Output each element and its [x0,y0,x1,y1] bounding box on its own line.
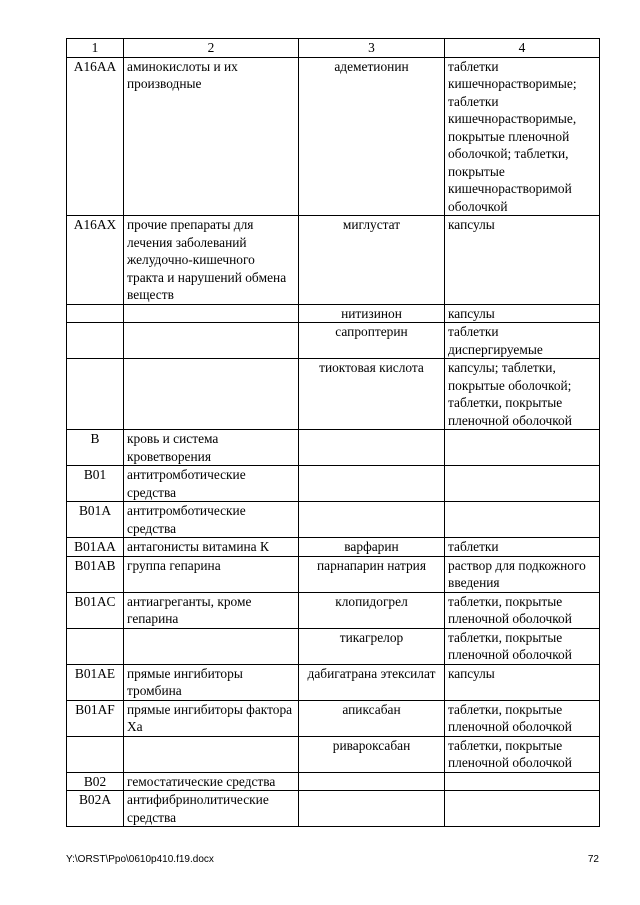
form-cell: таблетки, покрытые пленочной оболочкой [445,628,600,664]
inn-cell: нитизинон [299,304,445,323]
group-cell: антагонисты витамина К [124,538,299,557]
group-cell: антитромботические средства [124,502,299,538]
inn-cell: варфарин [299,538,445,557]
group-cell [124,304,299,323]
group-cell [124,323,299,359]
table-row [67,736,600,772]
inn-cell: миглустат [299,216,445,305]
form-cell: капсулы [445,304,600,323]
table-row [67,700,600,736]
header-col-1: 1 [67,39,124,58]
group-cell: антифибринолитические средства [124,791,299,827]
table-row [67,430,600,466]
group-cell: прямые ингибиторы тромбина [124,664,299,700]
inn-cell [299,466,445,502]
group-cell: гемостатические средства [124,772,299,791]
table-row [67,628,600,664]
code-cell [67,359,124,430]
header-col-3: 3 [299,39,445,58]
form-cell [445,772,600,791]
group-cell [124,359,299,430]
inn-cell: адеметионин [299,57,445,216]
form-cell [445,502,600,538]
code-cell: B01AF [67,700,124,736]
inn-cell [299,430,445,466]
drug-table [66,38,600,827]
code-cell: B01 [67,466,124,502]
code-cell [67,628,124,664]
code-cell: B01AC [67,592,124,628]
inn-cell: тикагрелор [299,628,445,664]
code-cell [67,304,124,323]
form-cell: таблетки, покрытые пленочной оболочкой [445,592,600,628]
table-row [67,502,600,538]
code-cell: A16AA [67,57,124,216]
group-cell [124,736,299,772]
form-cell: таблетки, покрытые пленочной оболочкой [445,736,600,772]
table-row [67,359,600,430]
form-cell: капсулы [445,664,600,700]
inn-cell: дабигатрана этексилат [299,664,445,700]
table-header-row [67,39,600,58]
group-cell: группа гепарина [124,556,299,592]
code-cell: B02A [67,791,124,827]
table-row [67,772,600,791]
inn-cell: апиксабан [299,700,445,736]
group-cell: прямые ингибиторы фактора Ха [124,700,299,736]
header-col-2: 2 [124,39,299,58]
inn-cell: ривароксабан [299,736,445,772]
inn-cell: тиоктовая кислота [299,359,445,430]
form-cell: капсулы; таблетки, покрытые оболочкой; таблетки, покрытые пленочной оболочкой [445,359,600,430]
table-row [67,556,600,592]
drug-table-body [67,39,600,827]
table-row [67,304,600,323]
form-cell: таблетки диспергируемые [445,323,600,359]
code-cell: A16AX [67,216,124,305]
inn-cell: клопидогрел [299,592,445,628]
group-cell: антиагреганты, кроме гепарина [124,592,299,628]
code-cell [67,323,124,359]
form-cell: таблетки кишечнорастворимые; таблетки кишечнорастворимые, покрытые пленочной оболочкой; таблетки, покрытые кишечнорастворимой оболочкой [445,57,600,216]
table-row [67,57,600,216]
table-row [67,592,600,628]
table-row [67,664,600,700]
group-cell: аминокислоты и их производные [124,57,299,216]
inn-cell: парнапарин натрия [299,556,445,592]
table-row [67,466,600,502]
code-cell: B [67,430,124,466]
code-cell: B01A [67,502,124,538]
form-cell [445,466,600,502]
inn-cell [299,791,445,827]
code-cell: B01AA [67,538,124,557]
form-cell [445,430,600,466]
form-cell: капсулы [445,216,600,305]
form-cell [445,791,600,827]
form-cell: таблетки [445,538,600,557]
table-row [67,538,600,557]
group-cell [124,628,299,664]
group-cell: прочие препараты для лечения заболеваний желудочно-кишечного тракта и нарушений обмена веществ [124,216,299,305]
table-row [67,791,600,827]
header-col-4: 4 [445,39,600,58]
code-cell: B01AB [67,556,124,592]
table-row [67,216,600,305]
footer-page-number: 72 [587,854,599,865]
code-cell [67,736,124,772]
table-row [67,323,600,359]
code-cell: B02 [67,772,124,791]
form-cell: таблетки, покрытые пленочной оболочкой [445,700,600,736]
inn-cell: сапроптерин [299,323,445,359]
code-cell: B01AE [67,664,124,700]
group-cell: кровь и система кроветворения [124,430,299,466]
form-cell: раствор для подкожного введения [445,556,600,592]
inn-cell [299,502,445,538]
group-cell: антитромботические средства [124,466,299,502]
footer-file-path: Y:\ORST\Ppo\0610p410.f19.docx [66,854,214,865]
inn-cell [299,772,445,791]
